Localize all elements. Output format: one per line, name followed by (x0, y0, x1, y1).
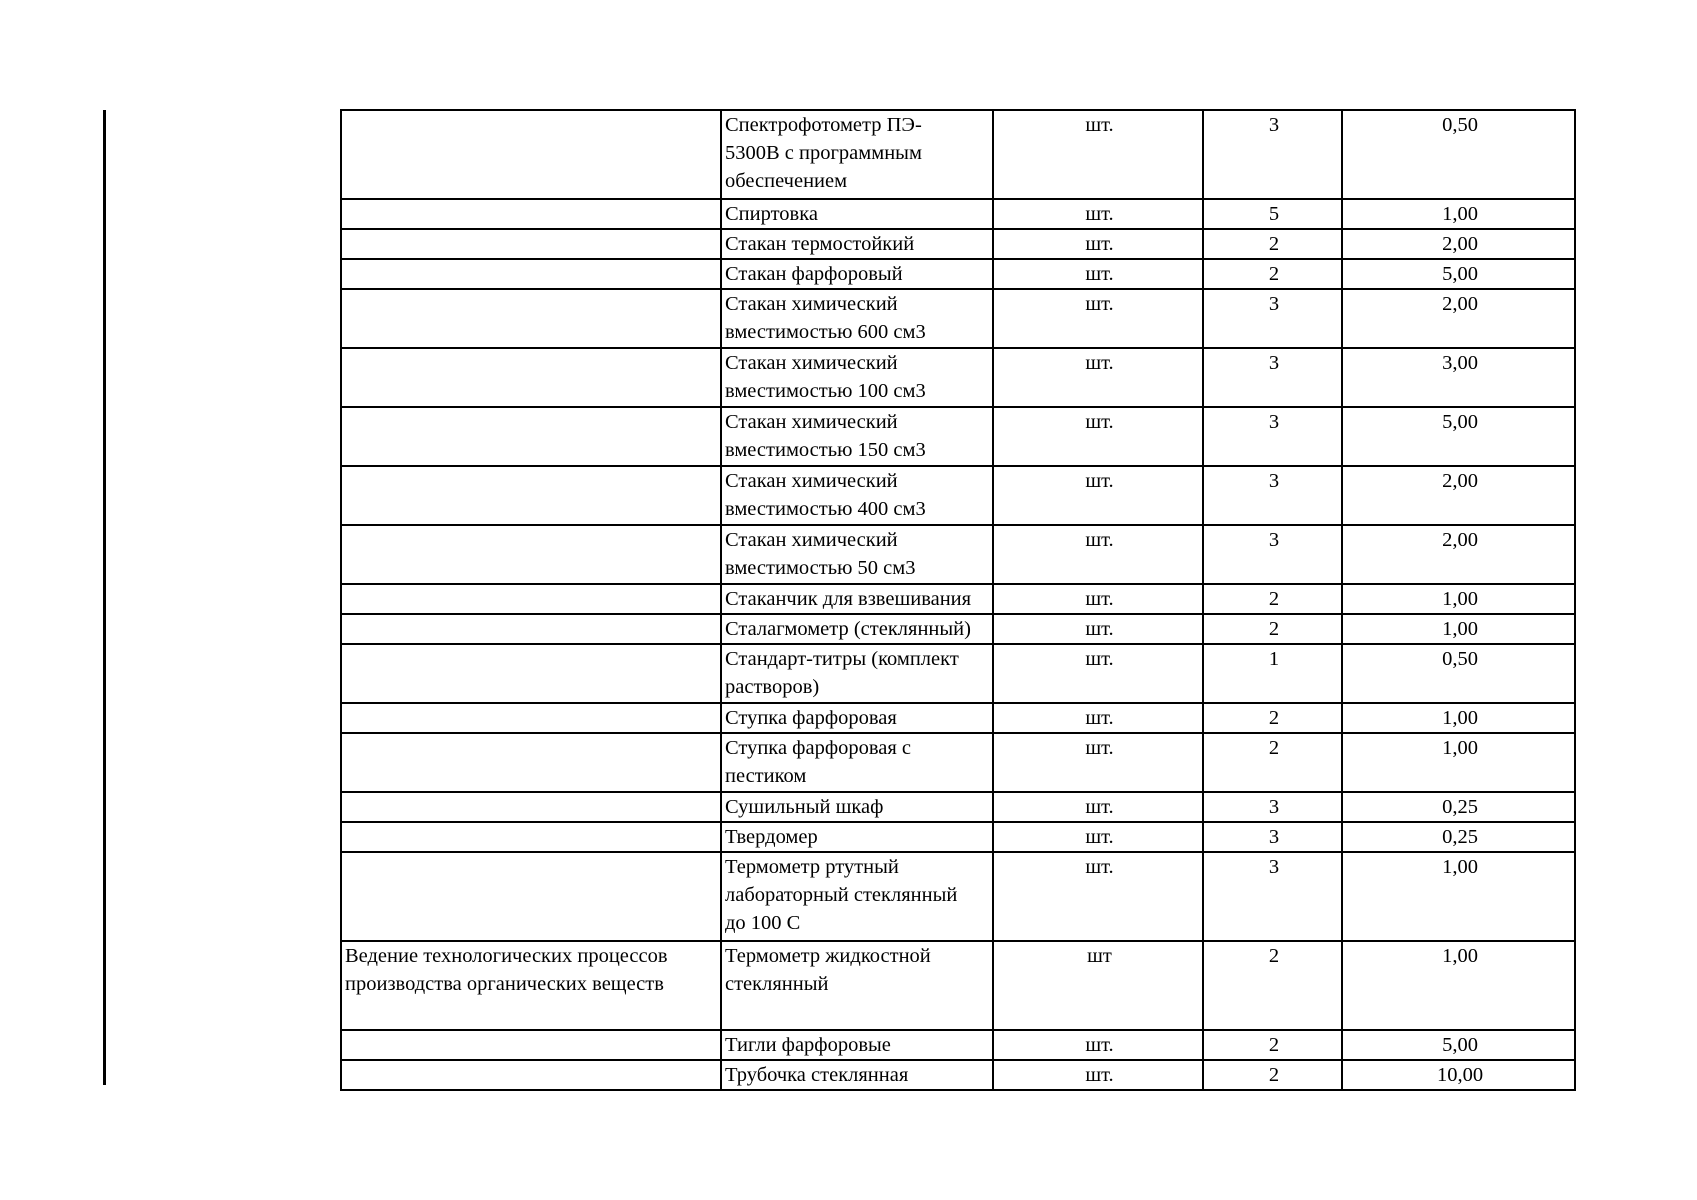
item-name-cell (721, 348, 993, 407)
unit-cell: шт. (993, 792, 1203, 822)
item-name-line: Стакан химический (725, 293, 898, 315)
item-name-cell (721, 407, 993, 466)
section-cell (341, 852, 721, 941)
item-name-line: вместимостью 150 см3 (725, 439, 926, 461)
value-cell: 2,00 (1342, 229, 1575, 259)
item-name-line: Спектрофотометр ПЭ- (725, 114, 922, 136)
item-name-line: Стаканчик для взвешивания (725, 588, 972, 610)
value-cell: 2,00 (1342, 466, 1575, 525)
item-name-line: обеспечением (725, 170, 848, 192)
section-cell (341, 822, 721, 852)
table-row (341, 584, 1575, 614)
item-name-line: до 100 С (725, 912, 801, 934)
table-row (341, 822, 1575, 852)
quantity-cell: 2 (1203, 1030, 1342, 1060)
item-name-line: 5300В с программным (725, 142, 922, 164)
left-margin-rule (103, 110, 106, 1085)
table-row (341, 703, 1575, 733)
item-name-cell (721, 229, 993, 259)
value-cell: 5,00 (1342, 407, 1575, 466)
unit-cell: шт. (993, 733, 1203, 792)
table-row (341, 466, 1575, 525)
item-name-line: пестиком (725, 765, 807, 787)
value-cell: 0,50 (1342, 110, 1575, 199)
item-name-cell (721, 466, 993, 525)
value-cell: 10,00 (1342, 1060, 1575, 1090)
item-name-line: Стакан химический (725, 352, 898, 374)
item-name-cell (721, 733, 993, 792)
item-name-line: Термометр ртутный (725, 856, 899, 878)
quantity-cell: 3 (1203, 852, 1342, 941)
table-row (341, 110, 1575, 199)
section-cell (341, 199, 721, 229)
quantity-cell: 2 (1203, 733, 1342, 792)
item-name-line: Стакан термостойкий (725, 233, 915, 255)
section-cell (341, 525, 721, 584)
value-cell: 3,00 (1342, 348, 1575, 407)
section-cell (341, 941, 721, 1030)
quantity-cell: 2 (1203, 584, 1342, 614)
item-name-line: Стакан химический (725, 470, 898, 492)
unit-cell: шт. (993, 644, 1203, 703)
quantity-cell: 2 (1203, 259, 1342, 289)
item-name-line: вместимостью 400 см3 (725, 498, 926, 520)
item-name-line: стеклянный (725, 973, 829, 995)
item-name-line: Сушильный шкаф (725, 796, 884, 818)
item-name-cell (721, 703, 993, 733)
section-cell (341, 110, 721, 199)
item-name-cell (721, 792, 993, 822)
table-row (341, 348, 1575, 407)
section-cell (341, 259, 721, 289)
item-name-line: вместимостью 600 см3 (725, 321, 926, 343)
item-name-cell (721, 941, 993, 1030)
item-name-cell (721, 1060, 993, 1090)
table-row (341, 644, 1575, 703)
table-row (341, 259, 1575, 289)
item-name-line: Ступка фарфоровая с (725, 737, 912, 759)
value-cell: 2,00 (1342, 289, 1575, 348)
equipment-table (340, 109, 1576, 1091)
section-cell (341, 1030, 721, 1060)
quantity-cell: 3 (1203, 792, 1342, 822)
item-name-cell (721, 644, 993, 703)
table-row (341, 852, 1575, 941)
item-name-line: Термометр жидкостной (725, 945, 931, 967)
item-name-line: Стакан химический (725, 411, 898, 433)
quantity-cell: 2 (1203, 703, 1342, 733)
item-name-cell (721, 614, 993, 644)
table-row (341, 289, 1575, 348)
unit-cell: шт. (993, 348, 1203, 407)
item-name-line: вместимостью 50 см3 (725, 557, 916, 579)
value-cell: 1,00 (1342, 852, 1575, 941)
quantity-cell: 3 (1203, 110, 1342, 199)
item-name-line: лабораторный стеклянный (725, 884, 958, 906)
quantity-cell: 2 (1203, 1060, 1342, 1090)
value-cell: 5,00 (1342, 1030, 1575, 1060)
table-row (341, 733, 1575, 792)
unit-cell: шт. (993, 259, 1203, 289)
unit-cell: шт. (993, 1060, 1203, 1090)
quantity-cell: 3 (1203, 525, 1342, 584)
unit-cell: шт. (993, 703, 1203, 733)
unit-cell: шт. (993, 466, 1203, 525)
table-row (341, 614, 1575, 644)
unit-cell: шт (993, 941, 1203, 1030)
table-row (341, 792, 1575, 822)
unit-cell: шт. (993, 525, 1203, 584)
unit-cell: шт. (993, 822, 1203, 852)
unit-cell: шт. (993, 1030, 1203, 1060)
quantity-cell: 3 (1203, 289, 1342, 348)
table-row (341, 1060, 1575, 1090)
item-name-line: растворов) (725, 676, 820, 698)
quantity-cell: 3 (1203, 348, 1342, 407)
section-cell (341, 644, 721, 703)
quantity-cell: 2 (1203, 941, 1342, 1030)
equipment-table-body (341, 110, 1575, 1090)
item-name-line: Стандарт-титры (комплект (725, 648, 959, 670)
table-row (341, 229, 1575, 259)
section-cell (341, 466, 721, 525)
unit-cell: шт. (993, 199, 1203, 229)
unit-cell: шт. (993, 229, 1203, 259)
value-cell: 1,00 (1342, 703, 1575, 733)
value-cell: 1,00 (1342, 614, 1575, 644)
value-cell: 1,00 (1342, 733, 1575, 792)
item-name-cell (721, 259, 993, 289)
item-name-cell (721, 199, 993, 229)
table-row (341, 1030, 1575, 1060)
section-cell (341, 733, 721, 792)
quantity-cell: 3 (1203, 407, 1342, 466)
table-row (341, 525, 1575, 584)
quantity-cell: 1 (1203, 644, 1342, 703)
value-cell: 1,00 (1342, 199, 1575, 229)
section-line: Ведение технологических процессов (345, 945, 668, 967)
quantity-cell: 2 (1203, 614, 1342, 644)
section-cell (341, 348, 721, 407)
item-name-line: Твердомер (725, 826, 818, 848)
quantity-cell: 3 (1203, 466, 1342, 525)
unit-cell: шт. (993, 852, 1203, 941)
item-name-line: Сталагмометр (стеклянный) (725, 618, 971, 640)
item-name-cell (721, 525, 993, 584)
item-name-line: Ступка фарфоровая (725, 707, 897, 729)
section-cell (341, 1060, 721, 1090)
section-cell (341, 229, 721, 259)
section-cell (341, 703, 721, 733)
unit-cell: шт. (993, 584, 1203, 614)
value-cell: 0,25 (1342, 822, 1575, 852)
item-name-cell (721, 822, 993, 852)
item-name-cell (721, 1030, 993, 1060)
section-line: производства органических веществ (345, 973, 664, 995)
table-row (341, 407, 1575, 466)
value-cell: 5,00 (1342, 259, 1575, 289)
item-name-cell (721, 852, 993, 941)
quantity-cell: 2 (1203, 229, 1342, 259)
unit-cell: шт. (993, 289, 1203, 348)
item-name-cell (721, 584, 993, 614)
table-row (341, 199, 1575, 229)
item-name-cell (721, 289, 993, 348)
section-cell (341, 584, 721, 614)
section-cell (341, 289, 721, 348)
value-cell: 1,00 (1342, 584, 1575, 614)
section-cell (341, 614, 721, 644)
unit-cell: шт. (993, 614, 1203, 644)
item-name-cell (721, 110, 993, 199)
item-name-line: Спиртовка (725, 203, 818, 225)
value-cell: 2,00 (1342, 525, 1575, 584)
table-row (341, 941, 1575, 1030)
item-name-line: вместимостью 100 см3 (725, 380, 926, 402)
item-name-line: Тигли фарфоровые (725, 1034, 891, 1056)
unit-cell: шт. (993, 110, 1203, 199)
unit-cell: шт. (993, 407, 1203, 466)
value-cell: 0,25 (1342, 792, 1575, 822)
value-cell: 1,00 (1342, 941, 1575, 1030)
quantity-cell: 5 (1203, 199, 1342, 229)
section-cell (341, 407, 721, 466)
item-name-line: Трубочка стеклянная (725, 1064, 909, 1086)
item-name-line: Стакан фарфоровый (725, 263, 903, 285)
item-name-line: Стакан химический (725, 529, 898, 551)
section-cell (341, 792, 721, 822)
quantity-cell: 3 (1203, 822, 1342, 852)
value-cell: 0,50 (1342, 644, 1575, 703)
